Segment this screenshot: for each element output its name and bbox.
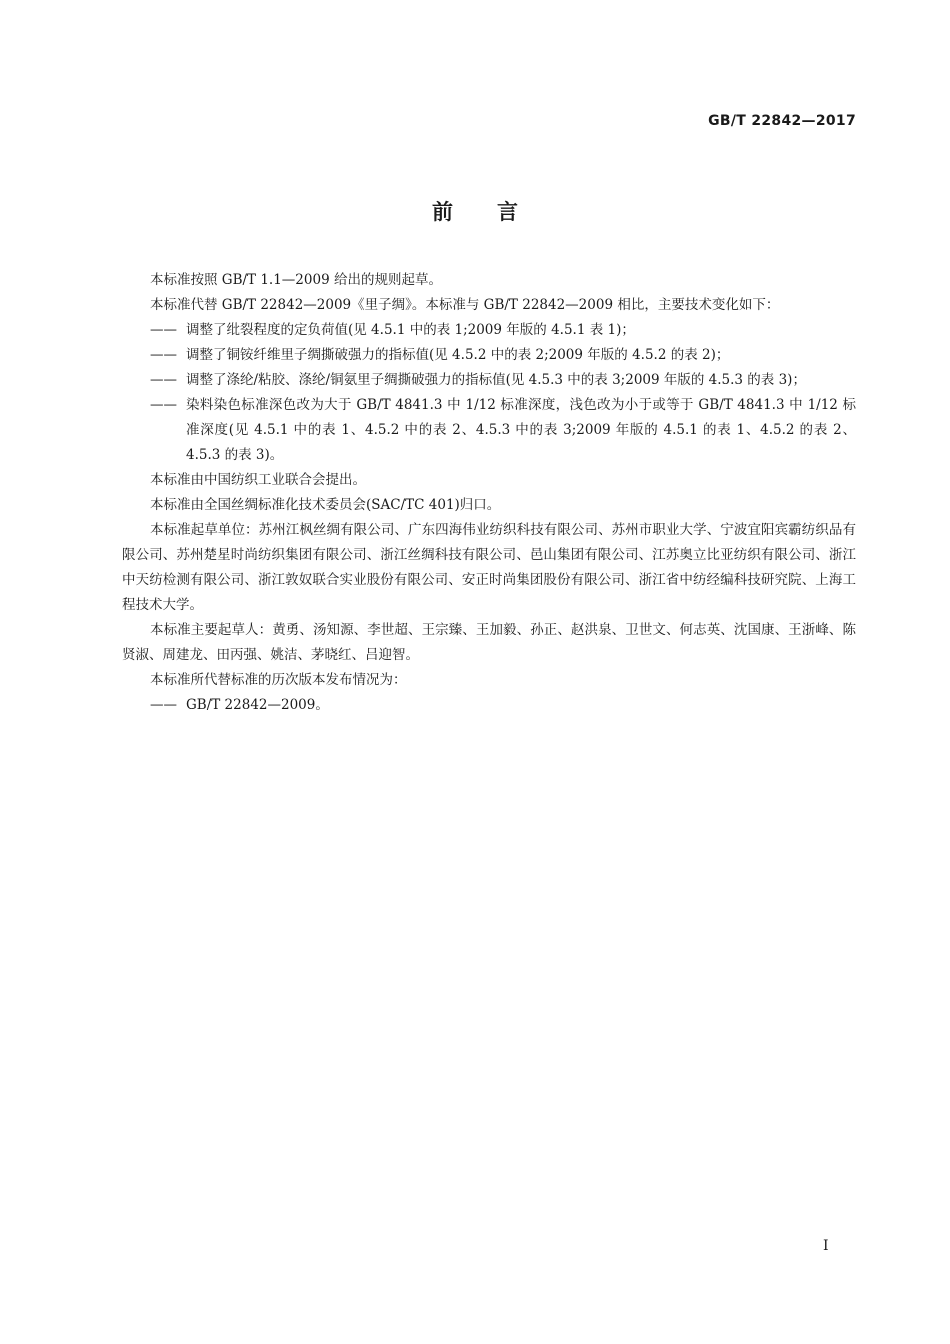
change-item — [122, 318, 856, 343]
drafting-units-paragraph: 本标准起草单位：苏州江枫丝绸有限公司、广东四海伟业纺织科技有限公司、苏州市职业大学、宁波宜阳宾霸纺织品有限公司、苏州楚星时尚纺织集团有限公司、浙江丝绸科技有限公司、邑山集团有限公司、江苏奥立比亚纺织有限公司、浙江中天纺检测有限公司、浙江敦奴联合实业股份有限公司、安正时尚集团股份有限公司、浙江省中纺经编科技研究院、上海工程技术大学。 — [122, 522, 856, 613]
history-item — [122, 693, 856, 718]
page-number: I — [823, 1238, 829, 1254]
drafting-rules-paragraph: 本标准按照 GB/T 1.1—2009 给出的规则起草。 — [150, 272, 442, 288]
drafters-paragraph: 本标准主要起草人：黄勇、汤知源、李世超、王宗臻、王加毅、孙正、赵洪泉、卫世文、何志英、沈国康、王浙峰、陈贤淑、周建龙、田丙强、姚洁、茅晓红、吕迎智。 — [122, 622, 856, 663]
change-item-text: 调整了纰裂程度的定负荷值(见 4.5.1 中的表 1;2009 年版的 4.5.1 表 1)； — [186, 322, 635, 338]
dash-marker: —— — [150, 697, 177, 713]
centralized-by-paragraph: 本标准由全国丝绸标准化技术委员会(SAC/TC 401)归口。 — [150, 497, 501, 513]
foreword-body — [122, 268, 856, 718]
change-item — [122, 343, 856, 368]
history-intro-paragraph: 本标准所代替标准的历次版本发布情况为： — [150, 672, 407, 688]
history-item-text: GB/T 22842—2009。 — [186, 697, 329, 713]
change-item — [122, 393, 856, 468]
standard-code: GB/T 22842—2017 — [708, 113, 856, 129]
dash-marker: —— — [150, 322, 177, 338]
proposed-by-paragraph: 本标准由中国纺织工业联合会提出。 — [150, 472, 366, 488]
replacement-paragraph: 本标准代替 GB/T 22842—2009《里子绸》。本标准与 GB/T 22842—2009 相比，主要技术变化如下： — [150, 297, 780, 313]
change-item — [122, 368, 856, 393]
change-item-text: 调整了涤纶/粘胶、涤纶/铜氨里子绸撕破强力的指标值(见 4.5.3 中的表 3;2009 年版的 4.5.3 的表 3)； — [186, 372, 806, 388]
change-item-text: 调整了铜铵纤维里子绸撕破强力的指标值(见 4.5.2 中的表 2;2009 年版的 4.5.2 的表 2)； — [186, 347, 730, 363]
page-title: 前言 — [432, 200, 562, 224]
dash-marker: —— — [150, 397, 177, 413]
dash-marker: —— — [150, 372, 177, 388]
dash-marker: —— — [150, 347, 177, 363]
change-item-text: 染料染色标准深色改为大于 GB/T 4841.3 中 1/12 标准深度，浅色改为小于或等于 GB/T 4841.3 中 1/12 标准深度(见 4.5.1 中的表 1、4.5.2 中的表 2、4.5.3 中的表 3;2009 年版的 4.5.1 的表 1、4.5.2 的表 2、4.5.3 的表 3)。 — [186, 397, 856, 463]
